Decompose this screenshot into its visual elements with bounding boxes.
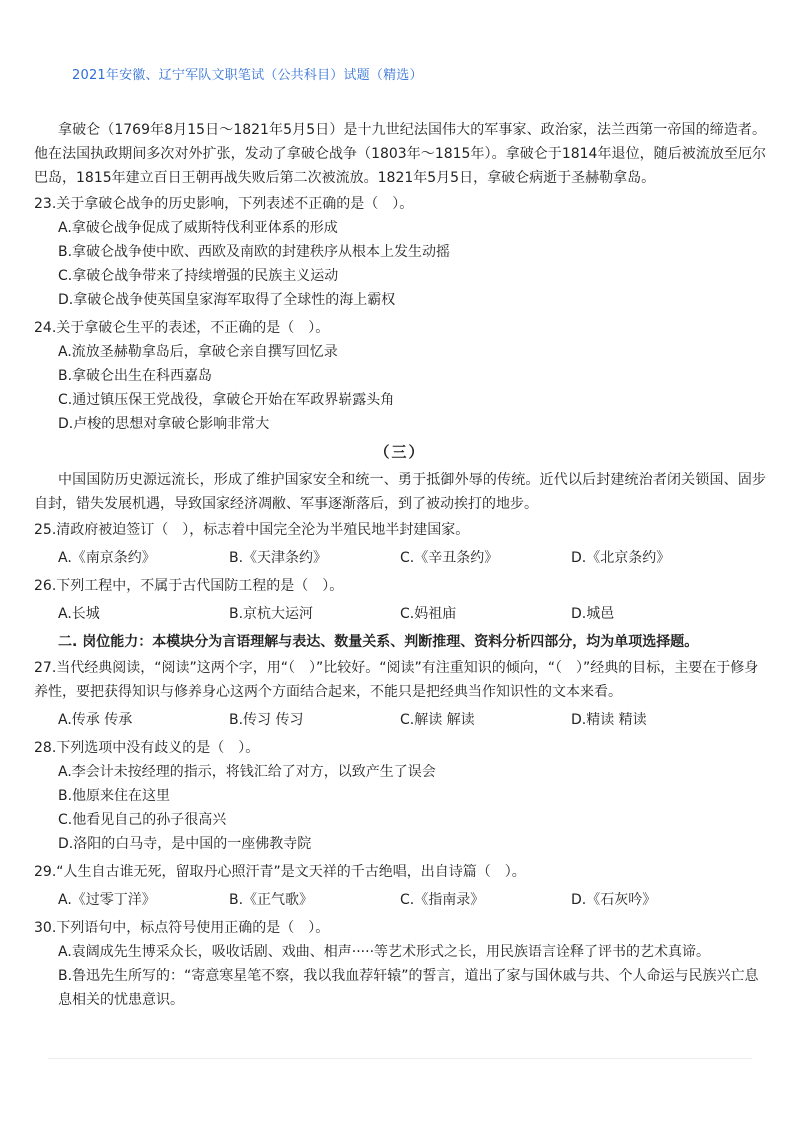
- question-26-stem: 26.下列工程中，不属于古代国防工程的是（ ）。: [34, 578, 344, 594]
- question-28-option-a: A.李会计未按经理的指示，将钱汇给了对方，以致产生了误会: [58, 764, 436, 780]
- question-24-options: [34, 340, 766, 436]
- question-28-option-c: C.他看见自己的孙子很高兴: [58, 812, 227, 828]
- question-24-option-d: D.卢梭的思想对拿破仑影响非常大: [58, 416, 270, 432]
- question-26-option-a: A.长城: [58, 606, 100, 622]
- question-29-options: [34, 888, 766, 912]
- footer-divider: [48, 1058, 752, 1059]
- question-26-options: [34, 602, 766, 626]
- question-24-option-c: C.通过镇压保王党战役，拿破仑开始在军政界崭露头角: [58, 392, 395, 408]
- question-25-stem: 25.清政府被迫签订（ ），标志着中国完全沦为半殖民地半封建国家。: [34, 522, 470, 538]
- passage-national-defense: 中国国防历史源远流长，形成了维护国家安全和统一、勇于抵御外辱的传统。近代以后封建统治者闭关锁国、固步自封，错失发展机遇，导致国家经济凋敝、军事逐渐落后，到了被动挨打的地步。: [34, 472, 766, 512]
- question-27-option-c: C.解读 解读: [400, 712, 475, 728]
- question-23-option-b: B.拿破仑战争使中欧、西欧及南欧的封建秩序从根本上发生动摇: [58, 244, 451, 260]
- part-two-heading: 二. 岗位能力：本模块分为言语理解与表达、数量关系、判断推理、资料分析四部分，均为单项选择题。: [58, 634, 699, 650]
- section-three-title: （三）: [374, 443, 426, 461]
- question-24-option-a: A.流放圣赫勒拿岛后，拿破仑亲自撰写回忆录: [58, 344, 338, 360]
- question-23-stem: 23.关于拿破仑战争的历史影响，下列表述不正确的是（ ）。: [34, 196, 414, 212]
- question-29-stem: 29.“人生自古谁无死，留取丹心照汗青”是文天祥的千古绝唱，出自诗篇（ ）。: [34, 864, 526, 880]
- question-28-stem: 28.下列选项中没有歧义的是（ ）。: [34, 740, 260, 756]
- question-30-stem: 30.下列语句中，标点符号使用正确的是（ ）。: [34, 920, 330, 936]
- question-30-option-b: B.鲁迅先生所写的：“寄意寒星笔不察，我以我血荐轩辕”的誓言，道出了家与国休戚与共、个人命运与民族兴亡息息相关的忧患意识。: [58, 968, 759, 1008]
- passage-napoleon: 拿破仑（1769年8月15日～1821年5月5日）是十九世纪法国伟大的军事家、政治家，法兰西第一帝国的缔造者。他在法国执政期间多次对外扩张，发动了拿破仑战争（1803年～1815年）。拿破仑于1814年退位，随后被流放至厄尔巴岛，1815年建立百日王朝再战失败后第二次被流放。1821年5月5日，拿破仑病逝于圣赫勒拿岛。: [34, 122, 766, 186]
- question-29-option-c: C.《指南录》: [400, 892, 485, 908]
- question-28-options: [34, 760, 766, 856]
- question-23-option-a: A.拿破仑战争促成了威斯特伐利亚体系的形成: [58, 220, 338, 236]
- question-28-option-d: D.洛阳的白马寺，是中国的一座佛教寺院: [58, 836, 312, 852]
- question-25-option-a: A.《南京条约》: [58, 550, 156, 566]
- question-28-option-b: B.他原来住在这里: [58, 788, 171, 804]
- question-29-option-b: B.《正气歌》: [229, 892, 314, 908]
- question-29-option-a: A.《过零丁洋》: [58, 892, 156, 908]
- document-header-title: 2021年安徽、辽宁军队文职笔试（公共科目）试题（精选）: [72, 68, 423, 83]
- question-24-option-b: B.拿破仑出生在科西嘉岛: [58, 368, 213, 384]
- question-25-option-b: B.《天津条约》: [229, 550, 328, 566]
- question-30-option-a: A.袁阔成先生博采众长，吸收话剧、戏曲、相声·····等艺术形式之长，用民族语言诠释了评书的艺术真谛。: [58, 944, 711, 960]
- question-26-option-b: B.京杭大运河: [229, 606, 314, 622]
- question-27-option-d: D.精读 精读: [571, 712, 647, 728]
- question-27-stem: 27.当代经典阅读，“阅读”这两个字，用“（ ）”比较好。“阅读”有注重知识的倾向，“（ ）”经典的目标，主要在于修身养性，要把获得知识与修养身心这两个方面结合起来，不能只是把经典当作知识性的文本来看。: [34, 660, 759, 700]
- question-25-option-d: D.《北京条约》: [571, 550, 671, 566]
- question-30-options: [34, 940, 766, 1012]
- question-25-option-c: C.《辛丑条约》: [400, 550, 499, 566]
- question-23-option-c: C.拿破仑战争带来了持续增强的民族主义运动: [58, 268, 339, 284]
- question-23-options: [34, 216, 766, 312]
- question-24-stem: 24.关于拿破仑生平的表述，不正确的是（ ）。: [34, 320, 330, 336]
- question-27-options: [34, 708, 766, 732]
- question-26-option-c: C.妈祖庙: [400, 606, 457, 622]
- question-27-option-b: B.传习 传习: [229, 712, 304, 728]
- question-29-option-d: D.《石灰吟》: [571, 892, 657, 908]
- question-23-option-d: D.拿破仑战争使英国皇家海军取得了全球性的海上霸权: [58, 292, 396, 308]
- question-25-options: [34, 546, 766, 570]
- question-26-option-d: D.城邑: [571, 606, 615, 622]
- document-content: [34, 118, 766, 1016]
- question-27-option-a: A.传承 传承: [58, 712, 133, 728]
